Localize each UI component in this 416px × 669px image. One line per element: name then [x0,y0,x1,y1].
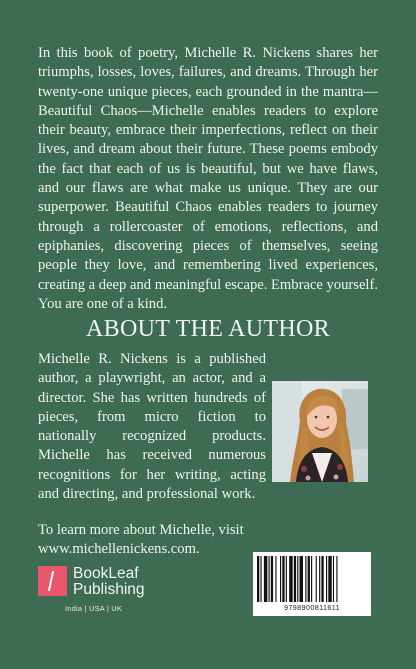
about-author-heading: ABOUT THE AUTHOR [86,316,330,342]
publisher-tagline: India | USA | UK [65,604,123,613]
isbn-number: 9798900811611 [283,603,341,612]
author-photo [272,381,368,482]
publisher-name-line2: Publishing [73,581,145,598]
bookleaf-logo-icon [38,566,67,596]
author-website-text: To learn more about Michelle, visit www.michellenickens.com. [38,522,244,558]
barcode-bars [257,556,367,602]
back-cover-blurb: In this book of poetry, Michelle R. Nickens shares her triumphs, losses, loves, failures, and dreams. Through her twenty-one unique pieces, each grounded in the mantra—Beautiful Chaos—Michelle enables readers to explore their beauty, embrace their imperfections, reflect on their lives, and dream about their future. These poems embody the fact that each of us is beautiful, but we have flaws, and our flaws are what make us unique. They are our superpower. Beautiful Chaos enables readers to journey through a rollercoaster of emotions, reflections, and epiphanies, discovering pieces of themselves, seeing people they love, and remembering lived experiences, creating a deep and meaningful escape. Embrace yourself. You are one of a kind. [38,45,378,312]
isbn-barcode [253,552,371,616]
publisher-name-line1: BookLeaf [73,565,139,582]
author-bio: Michelle R. Nickens is a published author, a playwright, an actor, and a director. She has written hundreds of pieces, from micro fiction to nationally recognized products. Michelle has received numerous recognitions for her writing, acting and directing, and professional work. [38,351,266,503]
